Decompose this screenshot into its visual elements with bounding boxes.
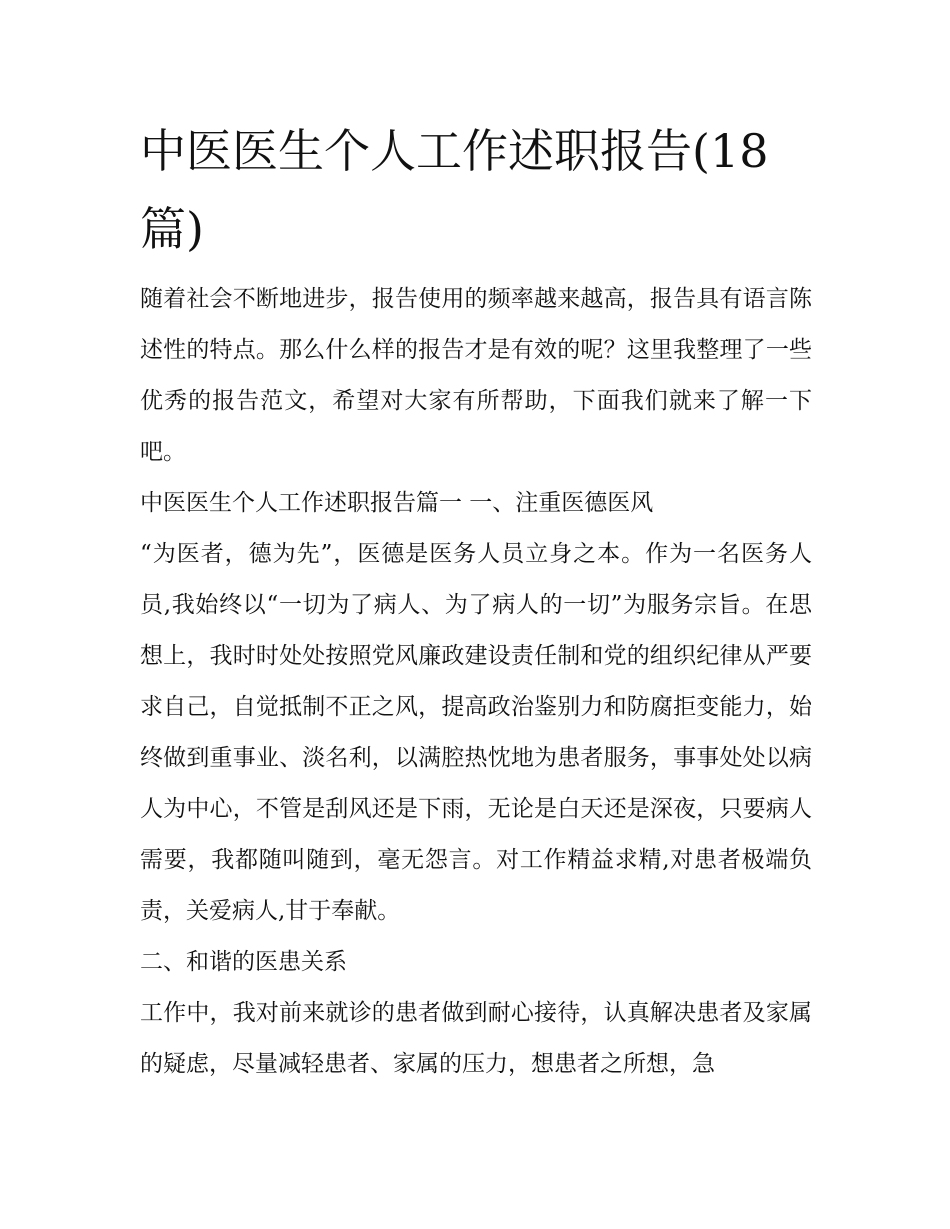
document-page [140, 112, 812, 1090]
body-paragraph-2: 工作中，我对前来就诊的患者做到耐心接待，认真解决患者及家属的疑虑，尽量减轻患者、家属的压力，想患者之所想，急 [140, 1000, 812, 1077]
intro-paragraph: 随着社会不断地进步，报告使用的频率越来越高，报告具有语言陈述性的特点。那么什么样的报告才是有效的呢？这里我整理了一些优秀的报告范文，希望对大家有所帮助，下面我们就来了解一下吧。 [140, 286, 812, 465]
document-title: 中医医生个人工作述职报告(18篇) [140, 124, 769, 256]
section-heading-2: 二、和谐的医患关系 [140, 949, 347, 975]
body-paragraph-1: “为医者，德为先”，医德是医务人员立身之本。作为一名医务人员,我始终以“一切为了病人、为了病人的一切”为服务宗旨。在思想上，我时时处处按照党风廉政建设责任制和党的组织纪律从严要求自己，自觉抵制不正之风，提高政治鉴别力和防腐拒变能力，始终做到重事业、淡名利，以满腔热忱地为患者服务，事事处处以病人为中心，不管是刮风还是下雨，无论是白天还是深夜，只要病人需要，我都随叫随到，毫无怨言。对工作精益求精,对患者极端负责，关爱病人,甘于奉献。 [140, 541, 812, 924]
section-heading-1: 中医医生个人工作述职报告篇一 一、注重医德医风 [140, 490, 654, 516]
